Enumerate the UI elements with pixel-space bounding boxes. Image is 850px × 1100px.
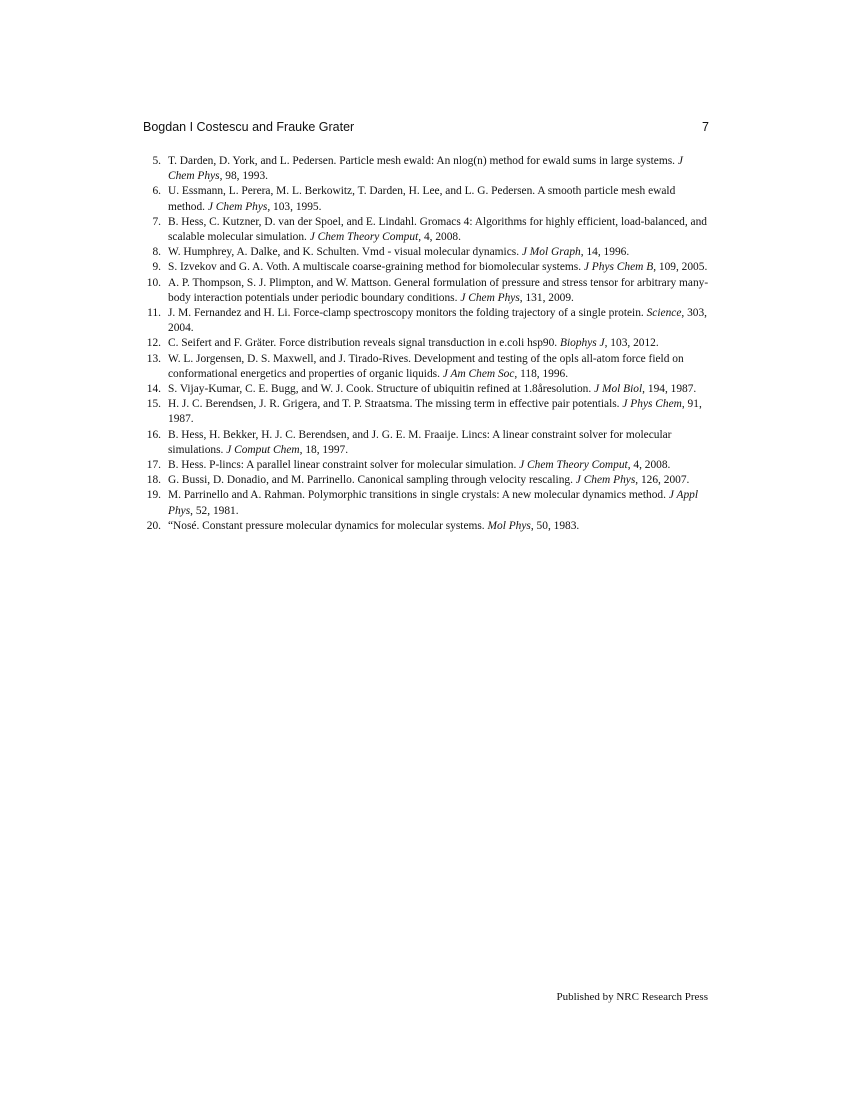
reference-details: , 91, 1987. bbox=[168, 398, 702, 426]
reference-number: 10. bbox=[146, 276, 161, 289]
reference-number: 16. bbox=[146, 428, 161, 441]
reference-item bbox=[143, 488, 709, 518]
reference-details: , 109, 2005. bbox=[653, 261, 708, 274]
reference-number: 8. bbox=[152, 246, 161, 259]
reference-item bbox=[143, 397, 709, 427]
reference-details: , 103, 1995. bbox=[267, 200, 322, 213]
reference-journal: J Mol Graph bbox=[521, 246, 581, 259]
reference-list bbox=[143, 154, 709, 534]
reference-number: 13. bbox=[146, 352, 161, 365]
reference-text: B. Hess. P-lincs: A parallel linear constraint solver for molecular simulation. bbox=[168, 459, 517, 472]
reference-text: M. Parrinello and A. Rahman. Polymorphic transitions in single crystals: A new molecular dynamics method. bbox=[168, 489, 666, 502]
reference-details: , 98, 1993. bbox=[219, 170, 268, 183]
reference-journal: Biophys J bbox=[560, 337, 605, 350]
reference-details: , 52, 1981. bbox=[190, 504, 239, 517]
reference-number: 6. bbox=[152, 185, 161, 198]
reference-journal: J Chem Phys bbox=[575, 474, 636, 487]
reference-item bbox=[143, 458, 709, 473]
reference-text: A. P. Thompson, S. J. Plimpton, and W. Mattson. General formulation of pressure and stress tensor for arbitrary many-body interaction potentials under periodic boundary conditions. bbox=[168, 276, 709, 304]
reference-text: “Nosé. Constant pressure molecular dynamics for molecular systems. bbox=[168, 519, 485, 532]
reference-text: W. Humphrey, A. Dalke, and K. Schulten. Vmd - visual molecular dynamics. bbox=[168, 246, 520, 259]
reference-journal: Science bbox=[646, 307, 682, 320]
reference-text: S. Vijay-Kumar, C. E. Bugg, and W. J. Cook. Structure of ubiquitin refined at 1.8åresolution. bbox=[168, 383, 592, 396]
reference-journal: J Appl Phys bbox=[168, 489, 699, 517]
reference-item bbox=[143, 184, 709, 214]
reference-text: W. L. Jorgensen, D. S. Maxwell, and J. Tirado-Rives. Development and testing of the opls all-atom force field on conformational energetics and properties of organic liquids. bbox=[168, 352, 684, 380]
reference-number: 12. bbox=[146, 337, 161, 350]
reference-details: , 131, 2009. bbox=[519, 291, 574, 304]
reference-journal: J Chem Phys bbox=[460, 291, 520, 304]
reference-item bbox=[143, 260, 709, 275]
reference-number: 9. bbox=[152, 261, 161, 274]
reference-details: , 126, 2007. bbox=[635, 474, 690, 487]
reference-number: 5. bbox=[152, 155, 161, 167]
reference-item bbox=[143, 154, 709, 184]
reference-journal: J Chem Phys bbox=[168, 155, 683, 183]
reference-item bbox=[143, 276, 709, 306]
page-number: 7 bbox=[702, 120, 709, 134]
reference-number: 11. bbox=[147, 307, 161, 320]
reference-journal: J Phys Chem bbox=[622, 398, 682, 411]
reference-number: 18. bbox=[146, 474, 161, 487]
reference-journal: J Mol Biol bbox=[594, 383, 643, 396]
reference-text: J. M. Fernandez and H. Li. Force-clamp spectroscopy monitors the folding trajectory of a single protein. bbox=[168, 307, 644, 320]
reference-details: , 14, 1996. bbox=[580, 246, 630, 259]
reference-journal: J Chem Theory Comput bbox=[309, 231, 419, 244]
reference-details: , 194, 1987. bbox=[642, 383, 697, 396]
reference-text: H. J. C. Berendsen, J. R. Grigera, and T. P. Straatsma. The missing term in effective pair potentials. bbox=[168, 398, 620, 411]
reference-text: C. Seifert and F. Gräter. Force distribution reveals signal transduction in e.coli hsp90. bbox=[168, 337, 558, 350]
reference-journal: J Phys Chem B bbox=[583, 261, 654, 274]
reference-details: , 303, 2004. bbox=[168, 307, 708, 335]
reference-text: S. Izvekov and G. A. Voth. A multiscale coarse-graining method for biomolecular systems. bbox=[168, 261, 582, 274]
reference-number: 20. bbox=[146, 519, 161, 532]
reference-journal: J Chem Theory Comput bbox=[519, 459, 628, 472]
reference-item bbox=[143, 473, 709, 488]
reference-details: , 103, 2012. bbox=[604, 337, 659, 350]
reference-journal: J Am Chem Soc bbox=[442, 367, 515, 380]
reference-item bbox=[143, 352, 709, 382]
reference-details: , 4, 2008. bbox=[627, 459, 671, 472]
reference-number: 7. bbox=[152, 215, 161, 228]
reference-item bbox=[143, 428, 709, 458]
reference-details: , 50, 1983. bbox=[530, 519, 580, 532]
running-header bbox=[143, 120, 709, 138]
reference-text: B. Hess, H. Bekker, H. J. C. Berendsen, and J. G. E. M. Fraaije. Lincs: A linear constraint solver for molecular simulations. bbox=[168, 428, 672, 456]
reference-number: 15. bbox=[146, 398, 161, 411]
reference-item bbox=[143, 215, 709, 245]
reference-journal: J Chem Phys bbox=[207, 200, 268, 213]
header-authors: Bogdan I Costescu and Frauke Grater bbox=[143, 120, 355, 134]
reference-item bbox=[143, 519, 709, 534]
publisher-footer: Published by NRC Research Press bbox=[556, 991, 708, 1003]
reference-journal: Mol Phys bbox=[487, 519, 531, 532]
reference-details: , 4, 2008. bbox=[418, 231, 461, 244]
reference-details: , 118, 1996. bbox=[514, 367, 569, 380]
reference-item bbox=[143, 306, 709, 336]
reference-number: 14. bbox=[146, 383, 161, 396]
reference-journal: J Comput Chem bbox=[226, 443, 300, 456]
reference-number: 17. bbox=[146, 459, 161, 472]
reference-text: B. Hess, C. Kutzner, D. van der Spoel, and E. Lindahl. Gromacs 4: Algorithms for highly efficient, load-balanced, and scalable molecular simulation. bbox=[168, 215, 707, 244]
reference-number: 19. bbox=[146, 489, 161, 502]
reference-item bbox=[143, 382, 709, 397]
reference-text: G. Bussi, D. Donadio, and M. Parrinello. Canonical sampling through velocity rescaling. bbox=[168, 474, 573, 487]
reference-text: U. Essmann, L. Perera, M. L. Berkowitz, T. Darden, H. Lee, and L. G. Pedersen. A smooth particle mesh ewald method. bbox=[168, 185, 676, 213]
reference-item bbox=[143, 336, 709, 351]
reference-details: , 18, 1997. bbox=[299, 443, 349, 456]
reference-item bbox=[143, 245, 709, 260]
reference-text: T. Darden, D. York, and L. Pedersen. Particle mesh ewald: An nlog(n) method for ewald sums in large systems. bbox=[168, 155, 675, 167]
